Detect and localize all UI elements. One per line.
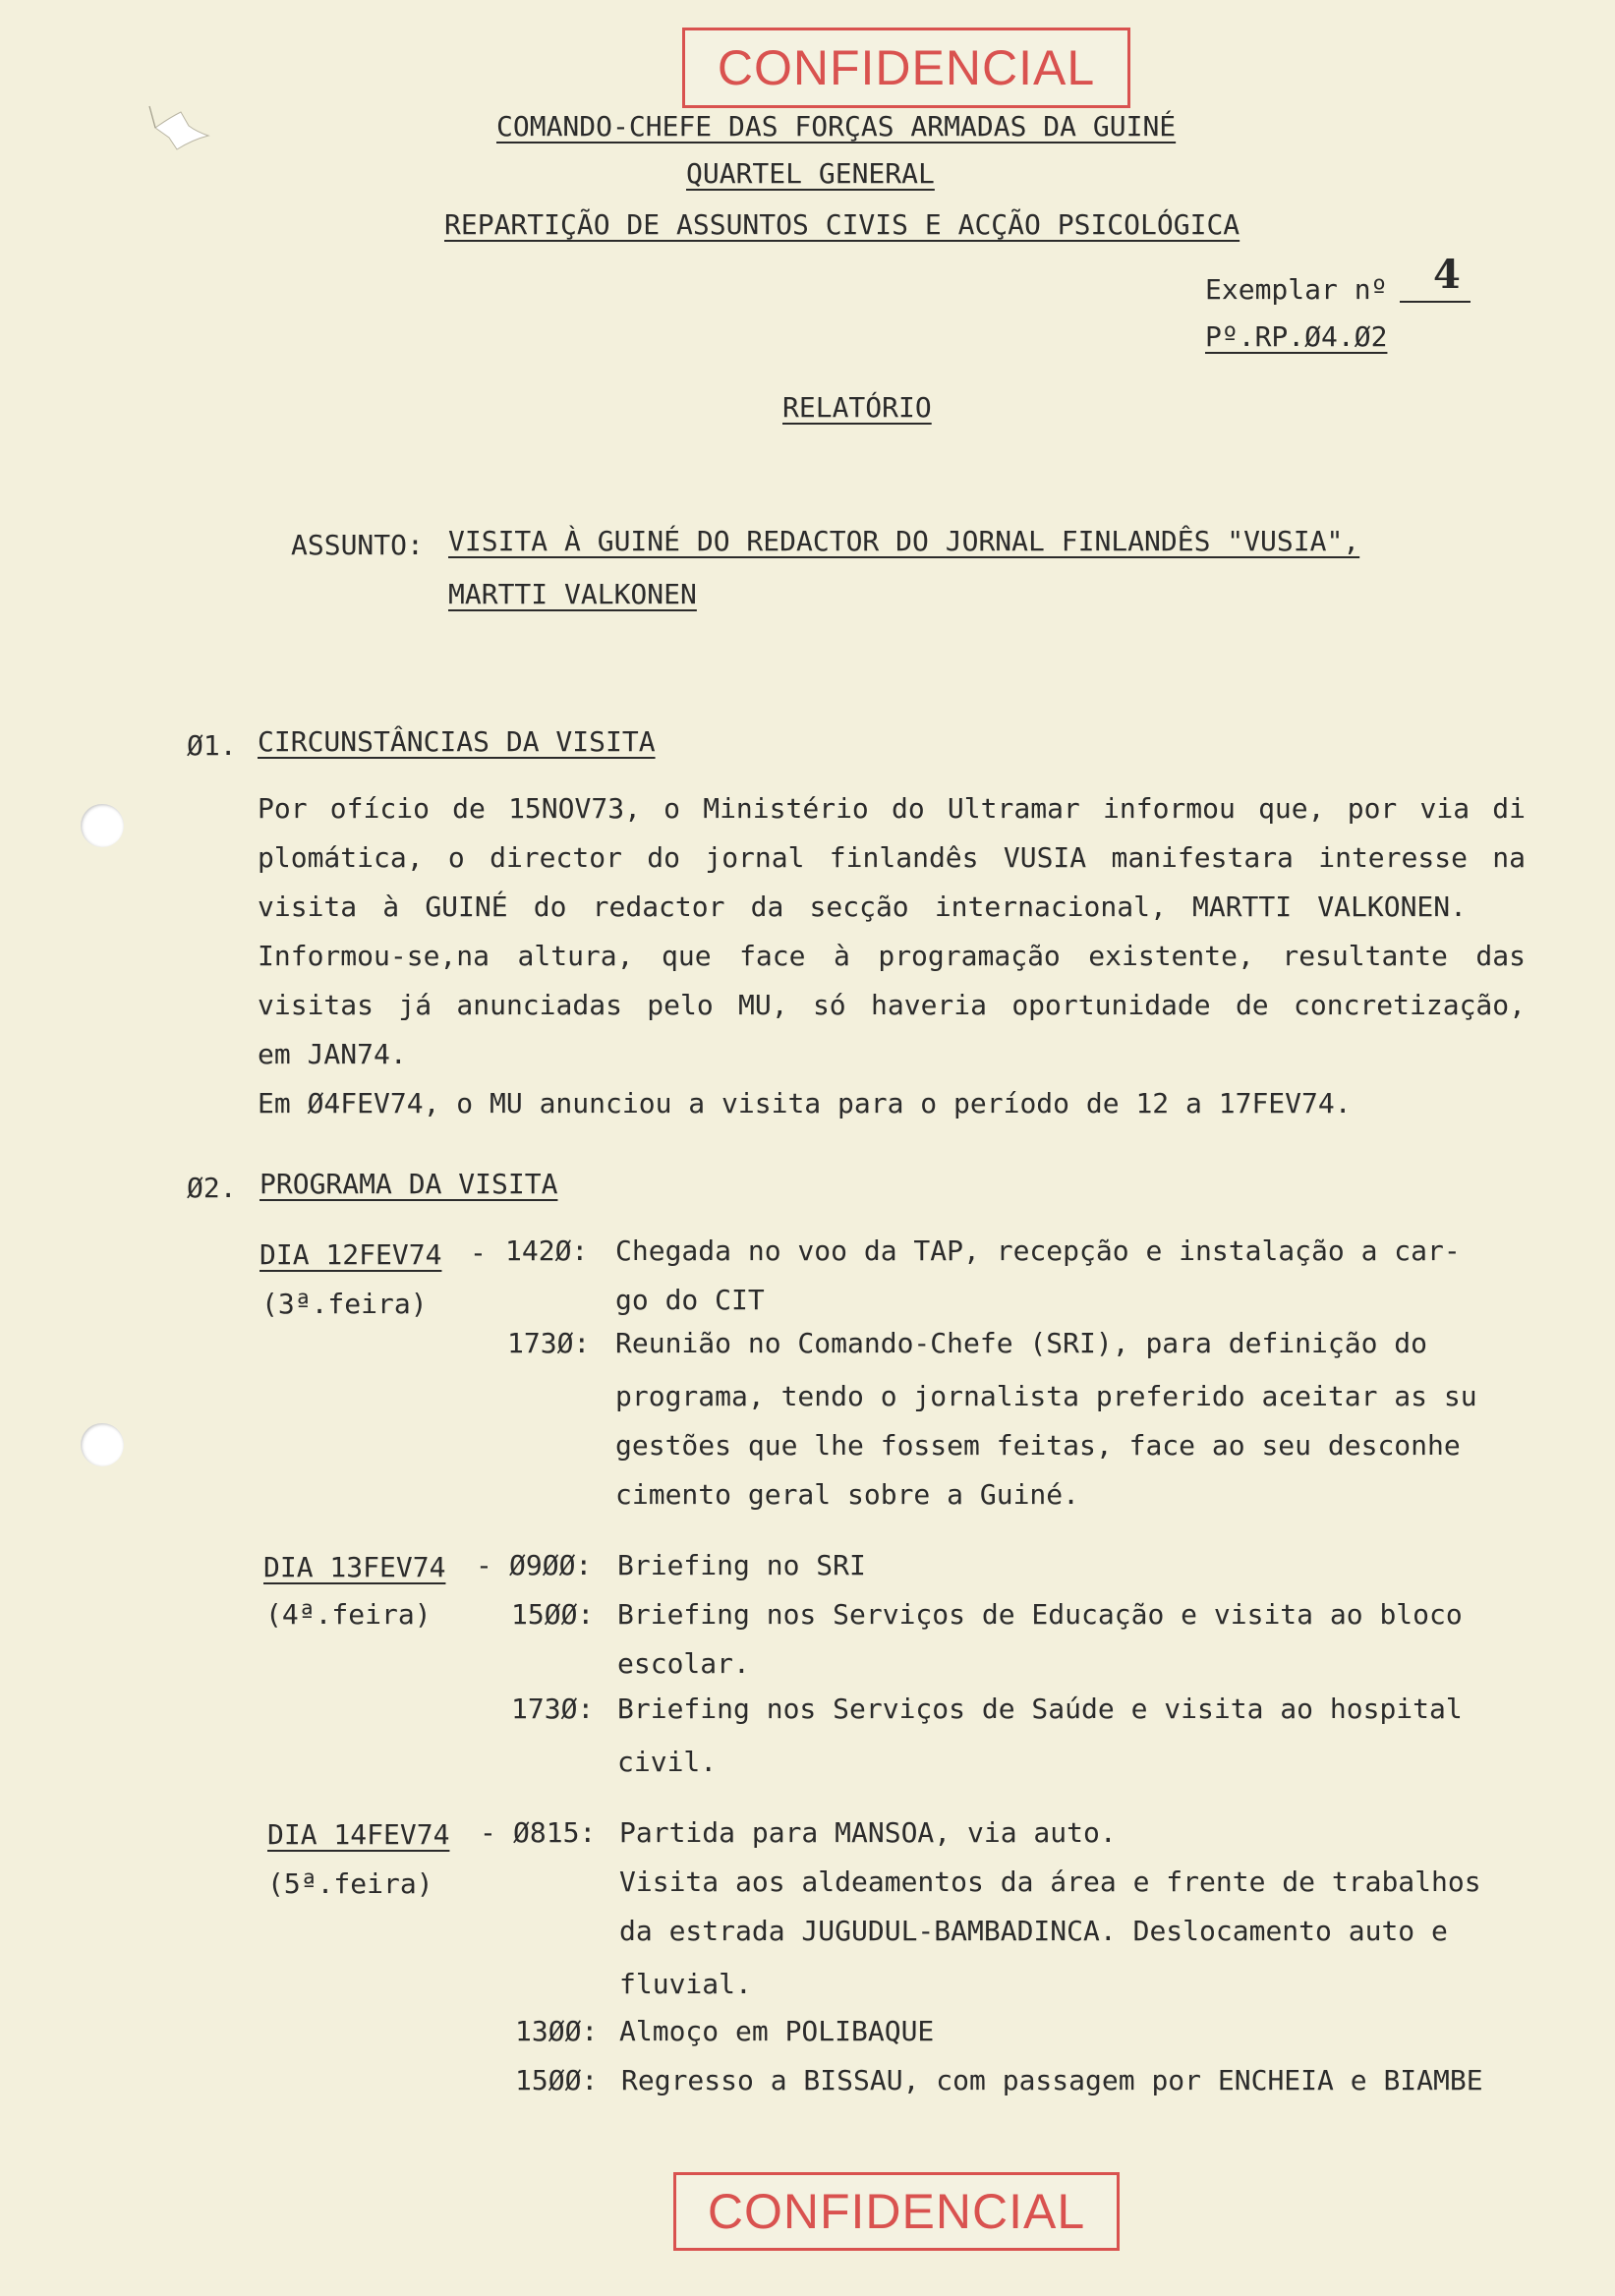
- day-weekday: (3ª.feira): [261, 1288, 428, 1320]
- section1-line: Informou-se,na altura, que face à programação existente, resultante das: [258, 940, 1526, 972]
- day-weekday: (4ª.feira): [265, 1598, 432, 1631]
- schedule-text: da estrada JUGUDUL-BAMBADINCA. Deslocamento auto e: [619, 1915, 1448, 1947]
- confidential-stamp-top: CONFIDENCIAL: [682, 28, 1130, 108]
- schedule-time: 13ØØ:: [515, 2015, 599, 2047]
- section1-number: Ø1.: [187, 729, 237, 762]
- schedule-time: 142Ø:: [505, 1234, 589, 1267]
- day-dash: -: [476, 1549, 492, 1581]
- torn-paper-mark: [118, 98, 236, 157]
- header-repartition-line: REPARTIÇÃO DE ASSUNTOS CIVIS E ACÇÃO PSICOLÓGICA: [444, 208, 1240, 241]
- schedule-time: 173Ø:: [511, 1693, 595, 1725]
- day-date: DIA 13FEV74: [263, 1551, 446, 1583]
- exemplar-number: 4: [1433, 252, 1461, 298]
- reference-code: Pº.RP.Ø4.Ø2: [1205, 320, 1388, 353]
- punch-hole-bottom: [81, 1423, 124, 1466]
- schedule-text: Reunião no Comando-Chefe (SRI), para definição do: [615, 1327, 1428, 1359]
- schedule-text: Partida para MANSOA, via auto.: [619, 1816, 1117, 1849]
- schedule-time: Ø815:: [513, 1816, 597, 1849]
- schedule-text: go do CIT: [615, 1284, 765, 1316]
- schedule-time: 15ØØ:: [515, 2064, 599, 2096]
- schedule-text: Briefing no SRI: [617, 1549, 866, 1581]
- exemplar-label: Exemplar nº: [1205, 273, 1388, 306]
- punch-hole-top: [81, 804, 124, 847]
- section1-line: Em Ø4FEV74, o MU anunciou a visita para o período de 12 a 17FEV74.: [258, 1087, 1352, 1119]
- section1-line: visitas já anunciadas pelo MU, só haveria oportunidade de concretização,: [258, 989, 1526, 1021]
- subject-line-1: VISITA À GUINÉ DO REDACTOR DO JORNAL FINLANDÊS "VUSIA",: [448, 525, 1360, 557]
- schedule-time: 15ØØ:: [511, 1598, 595, 1631]
- schedule-text: cimento geral sobre a Guiné.: [615, 1478, 1080, 1511]
- exemplar-number-underline: [1400, 301, 1471, 303]
- day-dash: -: [480, 1816, 496, 1849]
- schedule-time: Ø9ØØ:: [509, 1549, 593, 1581]
- header-command-line: COMANDO-CHEFE DAS FORÇAS ARMADAS DA GUINÉ: [496, 110, 1177, 143]
- schedule-text: gestões que lhe fossem feitas, face ao seu desconhe: [615, 1429, 1461, 1462]
- schedule-text: Regresso a BISSAU, com passagem por ENCHEIA e BIAMBE: [621, 2064, 1483, 2096]
- section1-line: Por ofício de 15NOV73, o Ministério do Ultramar informou que, por via di: [258, 792, 1526, 825]
- section1-line: em JAN74.: [258, 1038, 407, 1070]
- schedule-text: programa, tendo o jornalista preferido aceitar as su: [615, 1380, 1477, 1412]
- schedule-text: Briefing nos Serviços de Educação e visita ao bloco: [617, 1598, 1463, 1631]
- header-quartel-line: QUARTEL GENERAL: [686, 157, 935, 190]
- confidential-stamp-bottom: CONFIDENCIAL: [673, 2172, 1120, 2251]
- schedule-text: Visita aos aldeamentos da área e frente de trabalhos: [619, 1866, 1481, 1898]
- schedule-text: Briefing nos Serviços de Saúde e visita ao hospital: [617, 1693, 1463, 1725]
- day-date: DIA 12FEV74: [260, 1238, 442, 1271]
- schedule-text: escolar.: [617, 1647, 750, 1680]
- schedule-text: Almoço em POLIBAQUE: [619, 2015, 935, 2047]
- day-weekday: (5ª.feira): [267, 1867, 433, 1900]
- day-dash: -: [470, 1236, 487, 1269]
- report-title: RELATÓRIO: [782, 391, 932, 424]
- section2-heading: PROGRAMA DA VISITA: [260, 1168, 558, 1200]
- section1-heading: CIRCUNSTÂNCIAS DA VISITA: [258, 725, 656, 758]
- schedule-text: Chegada no voo da TAP, recepção e instalação a car-: [615, 1234, 1461, 1267]
- subject-line-2: MARTTI VALKONEN: [448, 578, 697, 610]
- section2-number: Ø2.: [187, 1172, 237, 1204]
- day-date: DIA 14FEV74: [267, 1818, 450, 1851]
- subject-label: ASSUNTO:: [291, 529, 424, 561]
- section1-line: visita à GUINÉ do redactor da secção internacional, MARTTI VALKONEN.: [258, 890, 1467, 923]
- schedule-text: civil.: [617, 1746, 718, 1778]
- schedule-time: 173Ø:: [507, 1327, 591, 1359]
- section1-line: plomática, o director do jornal finlandês VUSIA manifestara interesse na: [258, 841, 1526, 874]
- schedule-text: fluvial.: [619, 1968, 752, 2000]
